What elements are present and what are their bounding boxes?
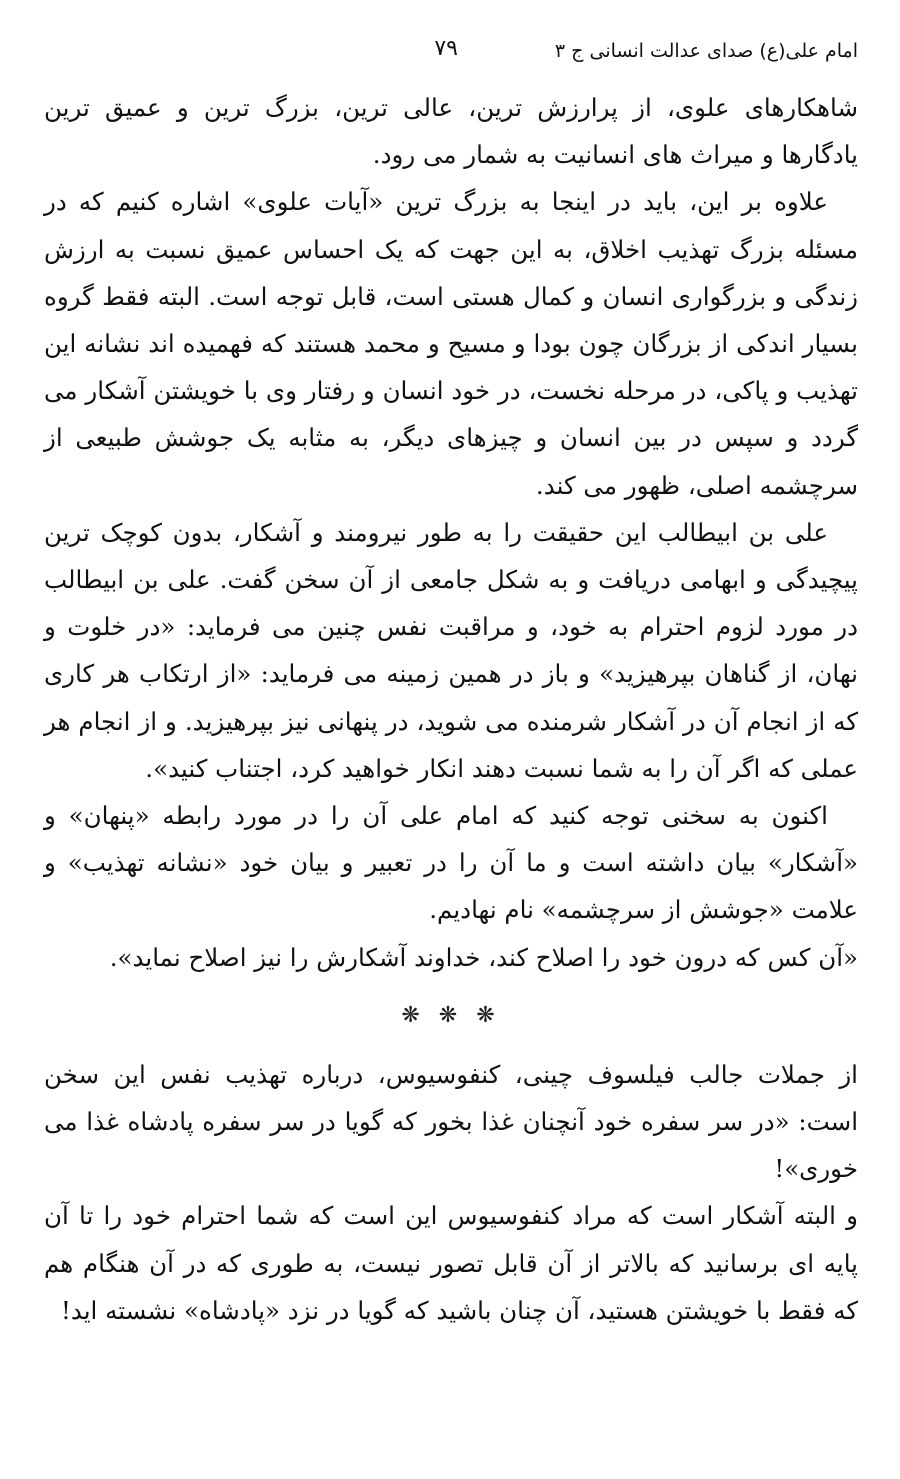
paragraph: علاوه بر این، باید در اینجا به بزرگ ترین «آیات علوی» اشاره کنیم که در مسئله بزرگ تهذیب اخلاق، به این جهت که یک احساس عمیق نسبت به ارزش زندگی و بزرگواری انسان و کمال هستی است، قابل توجه است. البته فقط گروه بسیار اندکی از بزرگان چون بودا و مسیح و محمد هستند که فهمیده اند نشانه این تهذیب و پاکی، در مرحله نخست، در خود انسان و رفتار وی با خویشتن آشکار می گردد و سپس در بین انسان و چیزهای دیگر، به مثابه یک جوشش طبیعی از سرچشمه اصلی، ظهور می کند. — [44, 187, 858, 500]
paragraph: شاهکارهای علوی، از پرارزش ترین، عالی ترین، بزرگ ترین و عمیق ترین یادگارها و میراث های انسانیت به شمار می رود. — [44, 93, 858, 170]
main-text — [44, 84, 858, 1334]
running-title: امام علی(ع) صدای عدالت انسانی ج ۳ — [554, 40, 858, 62]
paragraph: علی بن ابیطالب این حقیقت را به طور نیرومند و آشکار، بدون کوچک ترین پیچیدگی و ابهامی دریافت و به شکل جامعی از آن سخن گفت. علی بن ابیطالب در مورد لزوم احترام به خود، و مراقبت نفس چنین می فرماید: «در خلوت و نهان، از گناهان بپرهیزید» و باز در همین زمینه می فرماید: «از ارتکاب هر کاری که از انجام آن در آشکار شرمنده می شوید، در پنهانی نیز بپرهیزید. و از انجام هر عملی که اگر آن را به شما نسبت دهند انکار خواهید کرد، اجتناب کنید». — [44, 517, 858, 783]
document-page — [44, 30, 858, 1334]
page-header — [44, 30, 858, 84]
paragraph: و البته آشکار است که مراد کنفوسیوس این است که شما احترام خود را تا آن پایه ای برسانید که بالاتر از آن قابل تصور نیست، به طوری که در آن هنگام هم که فقط با خویشتن هستید، آن چنان باشید که گویا در نزد «پادشاه» نشسته اید! — [44, 1201, 858, 1325]
paragraph: از جملات جالب فیلسوف چینی، کنفوسیوس، درباره تهذیب نفس این سخن است: «در سر سفره خود آنچنان غذا بخور که گویا در سر سفره پادشاه غذا می خوری»! — [44, 1059, 858, 1184]
paragraph: اکنون به سخنی توجه کنید که امام علی آن را در مورد رابطه «پنهان» و «آشکار» بیان داشته است و ما آن را در تعبیر و بیان خود «نشانه تهذیب» و علامت «جوشش از سرچشمه» نام نهادیم. — [44, 801, 858, 925]
quote-paragraph: «آن کس که درون خود را اصلاح کند، خداوند آشکارش را نیز اصلاح نماید». — [109, 942, 858, 972]
section-separator: ❋ ❋ ❋ — [401, 1002, 501, 1028]
page-number: ۷۹ — [434, 36, 458, 61]
